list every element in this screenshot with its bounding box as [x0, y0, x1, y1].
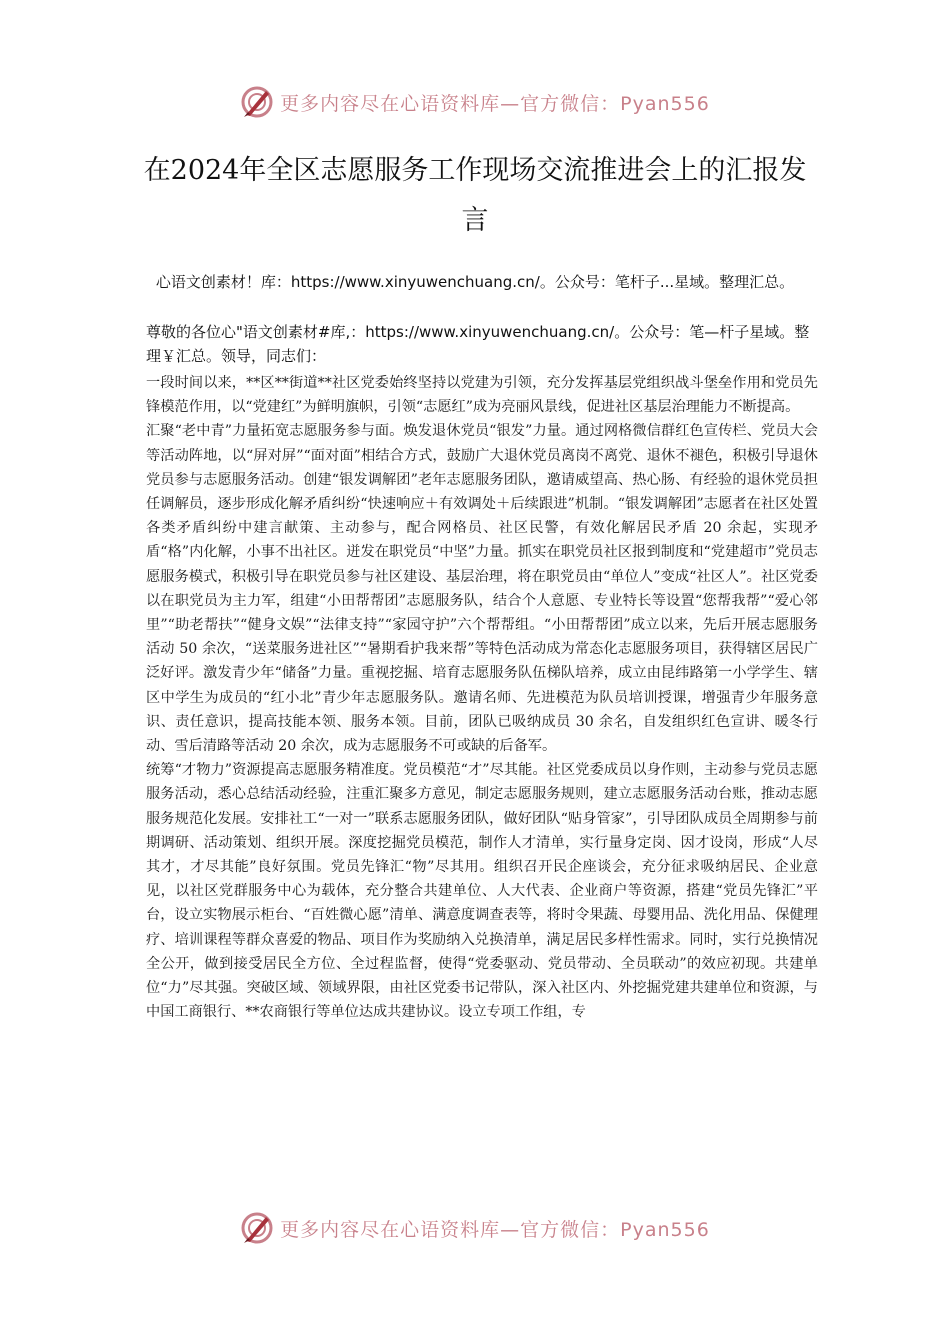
greeting: 尊敬的各位心"语文创素材#库,：https://www.xinyuwenchuang.cn/。公众号：笔—杆子星域。整理￥汇总。领导，同志们： [146, 323, 810, 365]
header-banner [0, 80, 950, 124]
quill-logo-icon [240, 85, 274, 119]
source-line: 心语文创素材！库：https://www.xinyuwenchuang.cn/。公众号：笔杆子...星域。整理汇总。 [155, 273, 795, 291]
paragraph: 统筹“才物力”资源提高志愿服务精准度。党员模范“才”尽其能。社区党委成员以身作则，主动参与党员志愿服务活动，悉心总结活动经验，注重汇聚多方意见，制定志愿服务规则，建立志愿服务活动台账，推动志愿服务规范化发展。安排社工“一对一”联系志愿服务团队，做好团队“贴身管家”，引导团队成员全周期参与前期调研、活动策划、组织开展。深度挖掘党员模范，制作人才清单，实行量身定岗、因才设岗，形成“人尽其才，才尽其能”良好氛围。党员先锋汇“物”尽其用。组织召开民企座谈会，充分征求吸纳居民、企业意见，以社区党群服务中心为载体，充分整合共建单位、人大代表、企业商户等资源，搭建“党员先锋汇”平台，设立实物展示柜台、“百姓微心愿”清单、满意度调查表等，将时令果蔬、母婴用品、洗化用品、保健理疗、培训课程等群众喜爱的物品、项目作为奖励纳入兑换清单，满足居民多样性需求。同时，实行兑换情况全公开，做到接受居民全方位、全过程监督，使得“党委驱动、党员带动、全员联动”的效应初现。共建单位“力”尽其强。突破区域、领域界限，由社区党委书记带队，深入社区内、外挖掘党建共建单位和资源，与中国工商银行、**农商银行等单位达成共建协议。设立专项工作组，专 [146, 762, 818, 1021]
body-text [146, 371, 818, 1024]
banner-text: 更多内容尽在心语资料库—官方微信：Pyan556 [280, 1218, 710, 1241]
quill-logo-icon [240, 1211, 274, 1245]
paragraph: 汇聚“老中青”力量拓宽志愿服务参与面。焕发退休党员“银发”力量。通过网格微信群红色宣传栏、党员大会等活动阵地，以“屏对屏”“面对面”相结合方式，鼓励广大退休党员离岗不离党、退休不褪色，积极引导退休党员参与志愿服务活动。创建“银发调解团”老年志愿服务团队，邀请威望高、热心肠、有经验的退休党员担任调解员，逐步形成化解矛盾纠纷“快速响应＋有效调处＋后续跟进”机制。“银发调解团”志愿者在社区处置各类矛盾纠纷中建言献策、主动参与，配合网格员、社区民警，有效化解居民矛盾 20 余起，实现矛盾“格”内化解，小事不出社区。迸发在职党员“中坚”力量。抓实在职党员社区报到制度和“党建超市”党员志愿服务模式，积极引导在职党员参与社区建设、基层治理，将在职党员由“单位人”变成“社区人”。社区党委以在职党员为主力军，组建“小田帮帮团”志愿服务队，结合个人意愿、专业特长等设置“您帮我帮”“爱心邻里”“助老帮扶”“健身文娱”“法律支持”“家园守护”六个帮帮组。“小田帮帮团”成立以来，先后开展志愿服务活动 50 余次，“送菜服务进社区”“暑期看护我来帮”等特色活动成为常态化志愿服务项目，获得辖区居民广泛好评。激发青少年“储备”力量。重视挖掘、培育志愿服务队伍梯队培养，成立由昆纬路第一小学学生、辖区中学生为成员的“红小北”青少年志愿服务队。邀请名师、先进模范为队员培训授课，增强青少年服务意识、责任意识，提高技能本领、服务本领。目前，团队已吸纳成员 30 余名，自发组织红色宣讲、暖冬行动、雪后清路等活动 20 余次，成为志愿服务不可或缺的后备军。 [146, 423, 818, 755]
banner-text: 更多内容尽在心语资料库—官方微信：Pyan556 [280, 92, 710, 115]
paragraph: 一段时间以来，**区**街道**社区党委始终坚持以党建为引领，充分发挥基层党组织战斗堡垒作用和党员先锋模范作用，以“党建红”为鲜明旗帜，引领“志愿红”成为亮丽风景线，促进社区基层治理能力不断提高。 [146, 375, 818, 416]
document-title: 在2024年全区志愿服务工作现场交流推进会上的汇报发言 [143, 155, 807, 236]
footer-banner [0, 1206, 950, 1250]
